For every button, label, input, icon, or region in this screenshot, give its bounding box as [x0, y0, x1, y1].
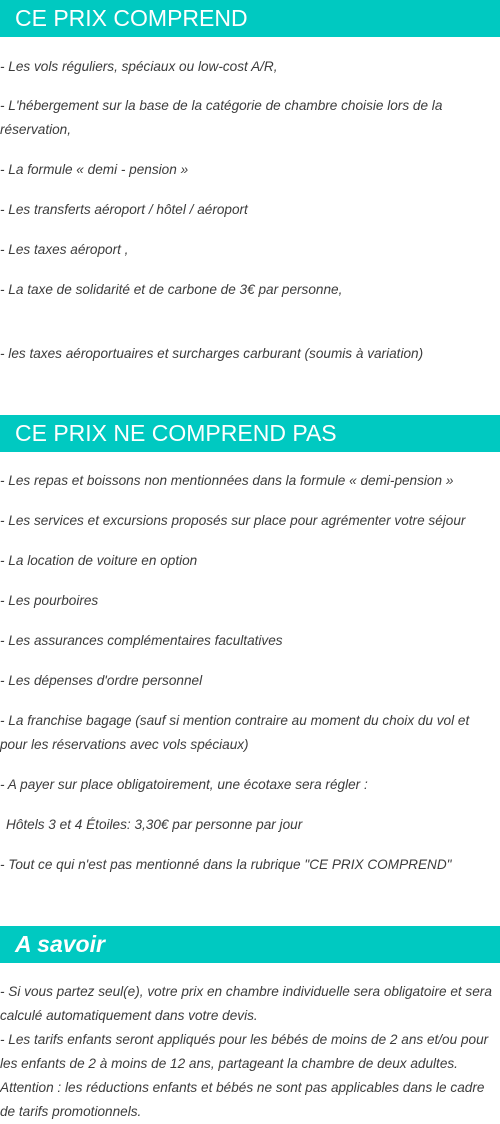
list-item: - La franchise bagage (sauf si mention contraire au moment du choix du vol et pour les réservations avec vols spéciaux)	[0, 713, 470, 752]
list-item: - Les taxes aéroport ,	[0, 242, 129, 257]
list-item: - les taxes aéroportuaires et surcharges carburant (soumis à variation)	[0, 346, 424, 361]
list-item: - La formule « demi - pension »	[0, 162, 189, 177]
list-item: - Les transferts aéroport / hôtel / aéroport	[0, 202, 248, 217]
list-item: - Tout ce qui n'est pas mentionné dans la rubrique "CE PRIX COMPREND"	[0, 857, 452, 872]
list-item: - Les dépenses d'ordre personnel	[0, 673, 203, 688]
list-item: - Les tarifs enfants seront appliqués pour les bébés de moins de 2 ans et/ou pour les enfants de 2 à moins de 12 ans, partageant la chambre de deux adultes.	[0, 1032, 489, 1071]
list-item: - A payer sur place obligatoirement, une écotaxe sera régler :	[0, 777, 368, 792]
list-item: - Les vols réguliers, spéciaux ou low-cost A/R,	[0, 59, 278, 74]
list-item: - Les services et excursions proposés sur place pour agrémenter votre séjour	[0, 513, 466, 528]
section-title-comprend: CE PRIX COMPREND	[0, 0, 500, 37]
section-title-ne-comprend-pas: CE PRIX NE COMPREND PAS	[0, 415, 500, 452]
list-item: - La taxe de solidarité et de carbone de 3€ par personne,	[0, 282, 343, 297]
list-item: - Les repas et boissons non mentionnées dans la formule « demi-pension »	[0, 473, 454, 488]
list-item: - Les pourboires	[0, 593, 99, 608]
list-item: - Si vous partez seul(e), votre prix en chambre individuelle sera obligatoire et sera calculé automatiquement dans votre devis.	[0, 984, 492, 1023]
list-item: Attention : les réductions enfants et bébés ne sont pas applicables dans le cadre de tarifs promotionnels.	[0, 1080, 485, 1119]
list-item: - La location de voiture en option	[0, 553, 198, 568]
section-title-a-savoir: A savoir	[0, 926, 500, 963]
list-item: - L'hébergement sur la base de la catégorie de chambre choisie lors de la réservation,	[0, 98, 443, 137]
list-item: - Les assurances complémentaires facultatives	[0, 633, 283, 648]
list-item: Hôtels 3 et 4 Étoiles: 3,30€ par personne par jour	[6, 817, 303, 832]
